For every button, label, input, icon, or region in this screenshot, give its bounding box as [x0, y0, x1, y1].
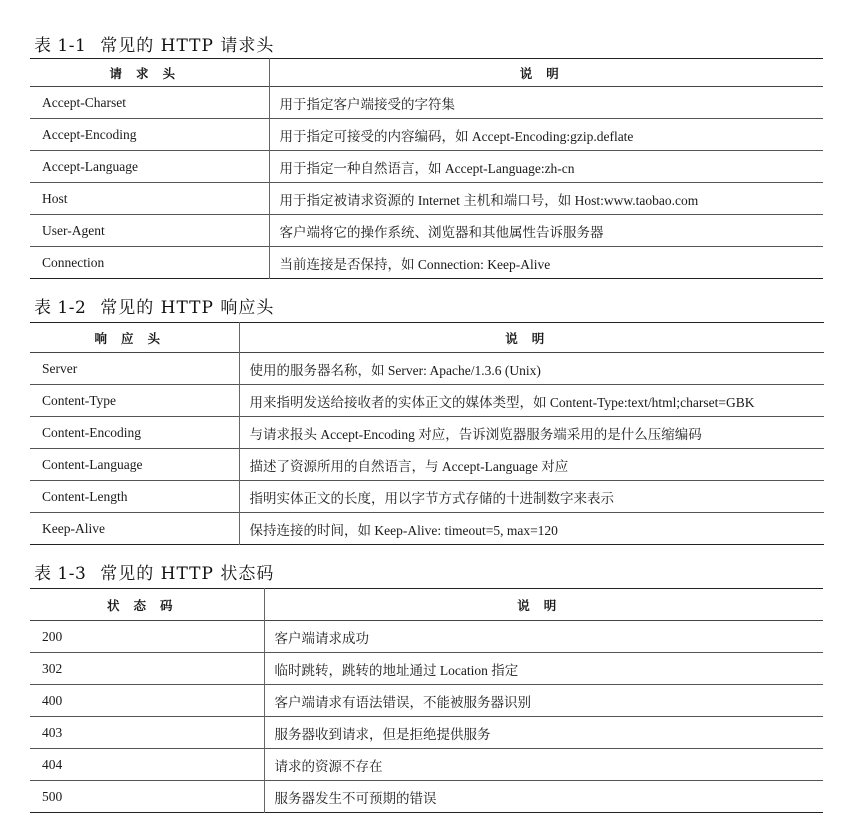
table-row	[30, 385, 824, 417]
table-row	[30, 481, 824, 513]
column-header: 说明	[505, 330, 559, 346]
table-header-row	[30, 59, 823, 87]
column-header: 说明	[517, 597, 571, 613]
description-cell: 用来指明发送给接收者的实体正文的媒体类型，如 Content-Type:text/html;charset=GBK	[249, 394, 755, 410]
description-cell: 客户端请求有语法错误，不能被服务器识别	[274, 694, 531, 710]
table-row	[30, 119, 823, 151]
description-cell: 客户端将它的操作系统、浏览器和其他属性告诉服务器	[279, 224, 604, 240]
header-name-cell: Host	[30, 183, 269, 215]
table-row	[30, 513, 824, 545]
table-row	[30, 621, 823, 653]
status-code-cell: 404	[30, 749, 264, 781]
table-header-row	[30, 323, 824, 353]
header-name-cell: Accept-Charset	[30, 87, 269, 119]
table-row	[30, 717, 823, 749]
description-cell: 描述了资源所用的自然语言，与 Accept-Language 对应	[249, 458, 569, 474]
request-headers-table	[30, 58, 823, 279]
table-row	[30, 247, 823, 279]
header-name-cell: Accept-Language	[30, 151, 269, 183]
table-row	[30, 151, 823, 183]
table-row	[30, 87, 823, 119]
status-code-cell: 500	[30, 781, 264, 813]
description-cell: 用于指定被请求资源的 Internet 主机和端口号，如 Host:www.taobao.com	[279, 192, 699, 208]
column-header: 状态码	[30, 589, 264, 621]
description-cell: 用于指定可接受的内容编码，如 Accept-Encoding:gzip.deflate	[279, 128, 634, 144]
table-1-2-caption	[30, 298, 274, 318]
caption-title: 常见的 HTTP 状态码	[100, 564, 275, 584]
table-1-1-caption	[30, 36, 274, 56]
column-header: 响应头	[30, 323, 239, 353]
header-name-cell: Content-Encoding	[30, 417, 239, 449]
header-name-cell: Content-Language	[30, 449, 239, 481]
header-name-cell: User-Agent	[30, 215, 269, 247]
table-row	[30, 749, 823, 781]
header-name-cell: Server	[30, 353, 239, 385]
description-cell: 与请求报头 Accept-Encoding 对应，告诉浏览器服务端采用的是什么压缩编码	[249, 426, 702, 442]
caption-label: 表 1-2	[34, 298, 87, 318]
table-row	[30, 353, 824, 385]
column-header: 说明	[519, 65, 573, 81]
header-name-cell: Connection	[30, 247, 269, 279]
description-cell: 当前连接是否保持，如 Connection: Keep-Alive	[279, 256, 551, 272]
header-name-cell: Content-Type	[30, 385, 239, 417]
description-cell: 客户端请求成功	[274, 630, 369, 646]
header-name-cell: Accept-Encoding	[30, 119, 269, 151]
description-cell: 用于指定客户端接受的字符集	[279, 96, 455, 112]
table-row	[30, 449, 824, 481]
status-code-cell: 403	[30, 717, 264, 749]
description-cell: 用于指定一种自然语言，如 Accept-Language:zh-cn	[279, 160, 575, 176]
description-cell: 保持连接的时间，如 Keep-Alive: timeout=5, max=120	[249, 522, 558, 538]
table-1-3-caption	[30, 564, 274, 584]
description-cell: 服务器收到请求，但是拒绝提供服务	[274, 726, 491, 742]
status-code-cell: 302	[30, 653, 264, 685]
table-row	[30, 685, 823, 717]
header-name-cell: Keep-Alive	[30, 513, 239, 545]
table-row	[30, 417, 824, 449]
description-cell: 服务器发生不可预期的错误	[274, 790, 437, 806]
table-row	[30, 653, 823, 685]
status-codes-table	[30, 588, 823, 813]
status-code-cell: 200	[30, 621, 264, 653]
table-row	[30, 215, 823, 247]
description-cell: 请求的资源不存在	[274, 758, 383, 774]
caption-title: 常见的 HTTP 请求头	[100, 36, 275, 56]
column-header: 请求头	[30, 59, 269, 87]
header-name-cell: Content-Length	[30, 481, 239, 513]
table-row	[30, 781, 823, 813]
description-cell: 临时跳转，跳转的地址通过 Location 指定	[274, 662, 519, 678]
response-headers-table	[30, 322, 824, 545]
table-header-row	[30, 589, 823, 621]
status-code-cell: 400	[30, 685, 264, 717]
caption-label: 表 1-3	[34, 564, 87, 584]
table-row	[30, 183, 823, 215]
description-cell: 指明实体正文的长度，用以字节方式存储的十进制数字来表示	[249, 490, 614, 506]
caption-title: 常见的 HTTP 响应头	[100, 298, 275, 318]
description-cell: 使用的服务器名称，如 Server: Apache/1.3.6 (Unix)	[249, 362, 541, 378]
caption-label: 表 1-1	[34, 36, 87, 56]
